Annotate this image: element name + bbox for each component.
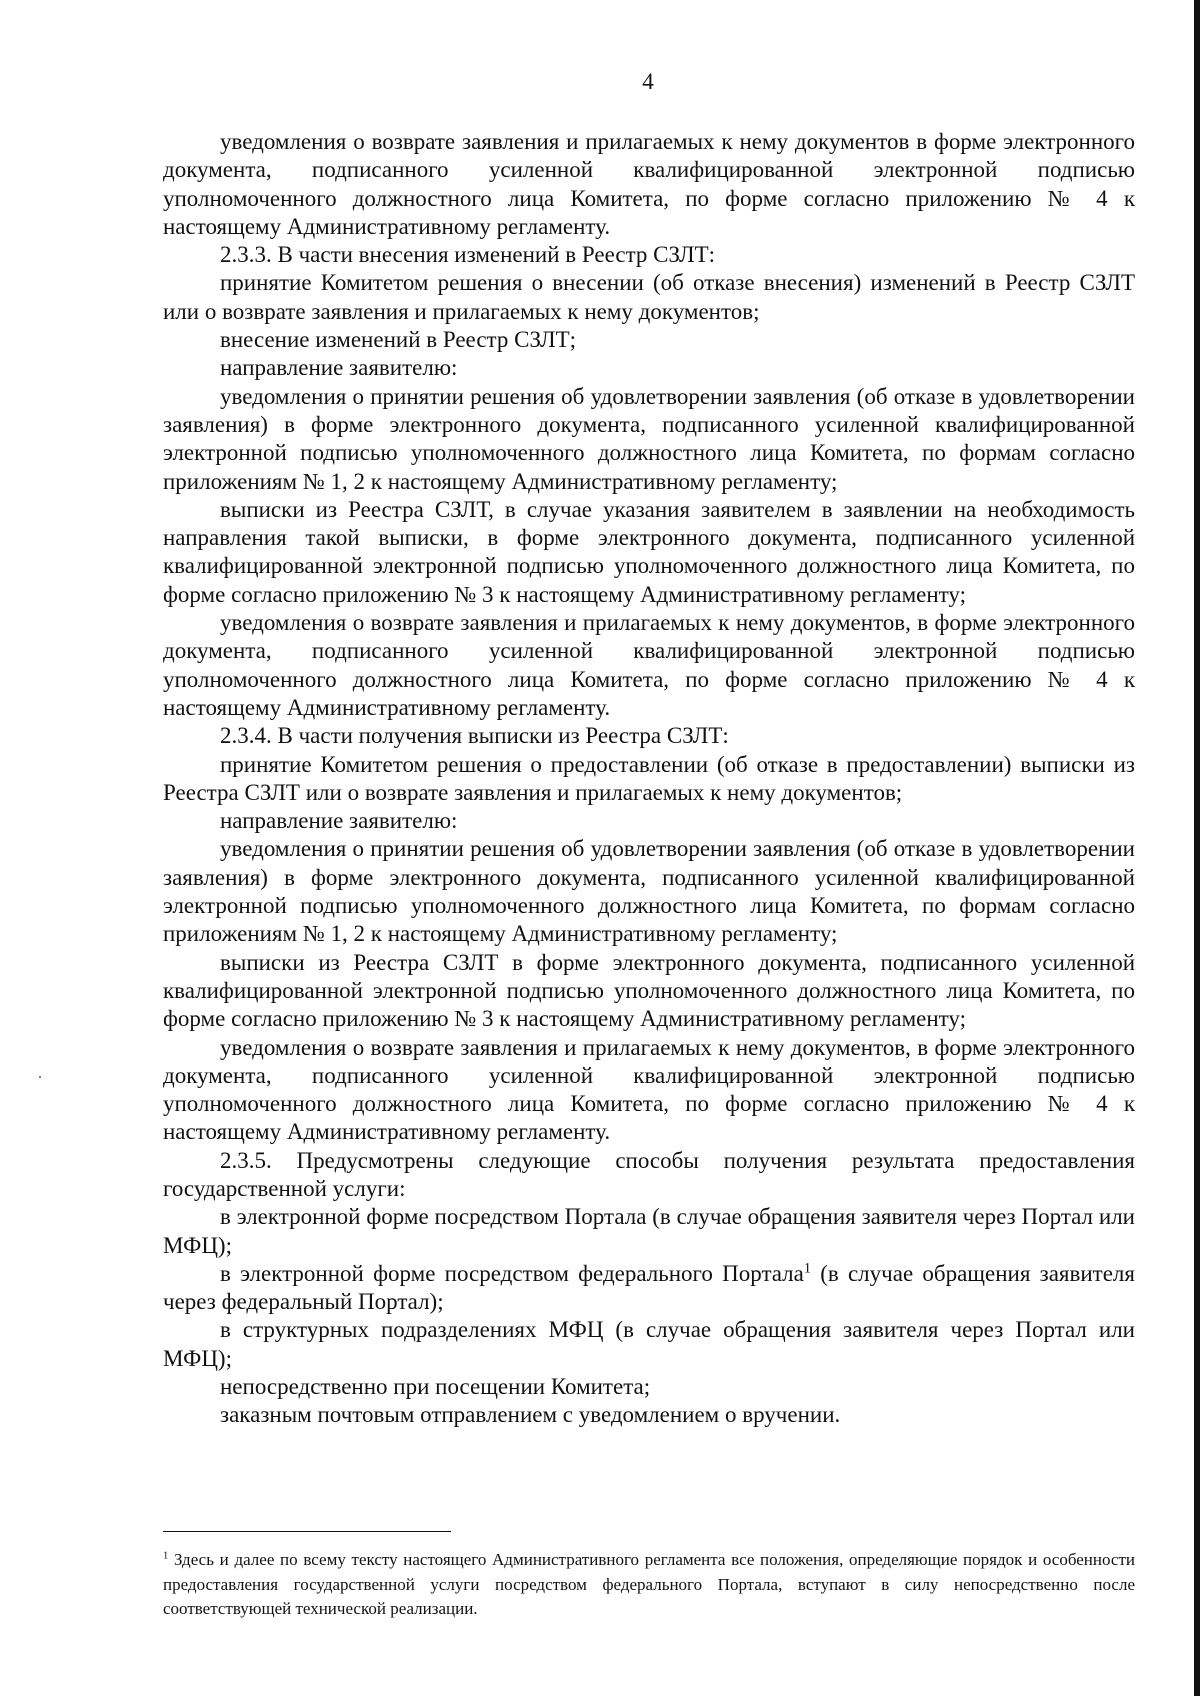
paragraph: заказным почтовым отправлением с уведомлением о вручении. [220, 1402, 841, 1428]
page-number: 4 [642, 69, 654, 94]
paragraph: уведомления о возврате заявления и прилагаемых к нему документов в форме электронного документа, подписанного усиленной квалифицированной электронной подписью уполномоченного должностного лица Комитета, по форме согласно приложению № 4 к настоящему Административному регламенту. [163, 129, 1135, 239]
paragraph: направление заявителю: [220, 355, 458, 381]
section-heading-2-3-3: 2.3.3. В части внесения изменений в Реестр СЗЛТ: [220, 242, 716, 268]
paragraph: уведомления о возврате заявления и прилагаемых к нему документов, в форме электронного документа, подписанного усиленной квалифицированной электронной подписью уполномоченного должностного лица Комитета, по форме согласно приложению № 4 к настоящему Административному регламенту. [163, 610, 1135, 720]
footnote-text: Здесь и далее по всему тексту настоящего Административного регламента все положения, определяющие порядок и особенности предоставления государственной услуги посредством федерального Портала, вступают в силу непосредственно после соответствующей технической реализации. [163, 1550, 1135, 1618]
paragraph: уведомления о принятии решения об удовлетворении заявления (об отказе в удовлетворении заявления) в форме электронного документа, подписанного усиленной квалифицированной электронной подписью уполномоченного должностного лица Комитета, по формам согласно приложениям № 1, 2 к настоящему Административному регламенту; [163, 383, 1135, 494]
scan-edge-border [1194, 0, 1200, 1696]
footnote [163, 1548, 1135, 1622]
footnotes [163, 1548, 1135, 1622]
section-heading-2-3-4: 2.3.4. В части получения выписки из Реестра СЗЛТ: [220, 723, 729, 749]
paragraph: выписки из Реестра СЗЛТ, в случае указания заявителем в заявлении на необходимость направления такой выписки, в форме электронного документа, подписанного усиленной квалифицированной электронной подписью уполномоченного должностного лица Комитета, по форме согласно приложению № 3 к настоящему Административному регламенту; [163, 496, 1135, 607]
paragraph: в структурных подразделениях МФЦ (в случае обращения заявителя через Портал или МФЦ); [163, 1317, 1135, 1371]
paragraph: уведомления о принятии решения об удовлетворении заявления (об отказе в удовлетворении заявления) в форме электронного документа, подписанного усиленной квалифицированной электронной подписью уполномоченного должностного лица Комитета, по формам согласно приложениям № 1, 2 к настоящему Административному регламенту; [163, 836, 1135, 947]
paragraph: направление заявителю: [220, 808, 458, 834]
section-heading-2-3-5: 2.3.5. Предусмотрены следующие способы получения результата предоставления государственной услуги: [163, 1147, 1135, 1201]
paragraph-text: (в случае обращения заявителя через федеральный Портал); [163, 1260, 1135, 1315]
scan-speck [39, 1076, 41, 1078]
paragraph: выписки из Реестра СЗЛТ в форме электронного документа, подписанного усиленной квалифицированной электронной подписью уполномоченного должностного лица Комитета, по форме согласно приложению № 3 к настоящему Административному регламенту; [163, 949, 1135, 1032]
paragraph: принятие Комитетом решения о внесении (об отказе внесения) изменений в Реестр СЗЛТ или о возврате заявления и прилагаемых к нему документов; [163, 270, 1135, 324]
paragraph: уведомления о возврате заявления и прилагаемых к нему документов, в форме электронного документа, подписанного усиленной квалифицированной электронной подписью уполномоченного должностного лица Комитета, по форме согласно приложению № 4 к настоящему Административному регламенту. [163, 1034, 1135, 1145]
paragraph: принятие Комитетом решения о предоставлении (об отказе в предоставлении) выписки из Реестра СЗЛТ или о возврате заявления и прилагаемых к нему документов; [163, 751, 1135, 805]
footnote-reference[interactable]: 1 [803, 1260, 811, 1277]
footnote-marker: 1 [163, 1550, 169, 1562]
paragraph-federal-portal [163, 1260, 1135, 1317]
paragraph: в электронной форме посредством Портала (в случае обращения заявителя через Портал или МФЦ); [163, 1204, 1135, 1258]
footnote-divider [163, 1531, 451, 1532]
paragraph-text: в электронной форме посредством федерального Портала [220, 1260, 804, 1286]
paragraph: непосредственно при посещении Комитета; [220, 1374, 651, 1400]
paragraph: внесение изменений в Реестр СЗЛТ; [220, 327, 577, 353]
body-text [163, 128, 1135, 1430]
